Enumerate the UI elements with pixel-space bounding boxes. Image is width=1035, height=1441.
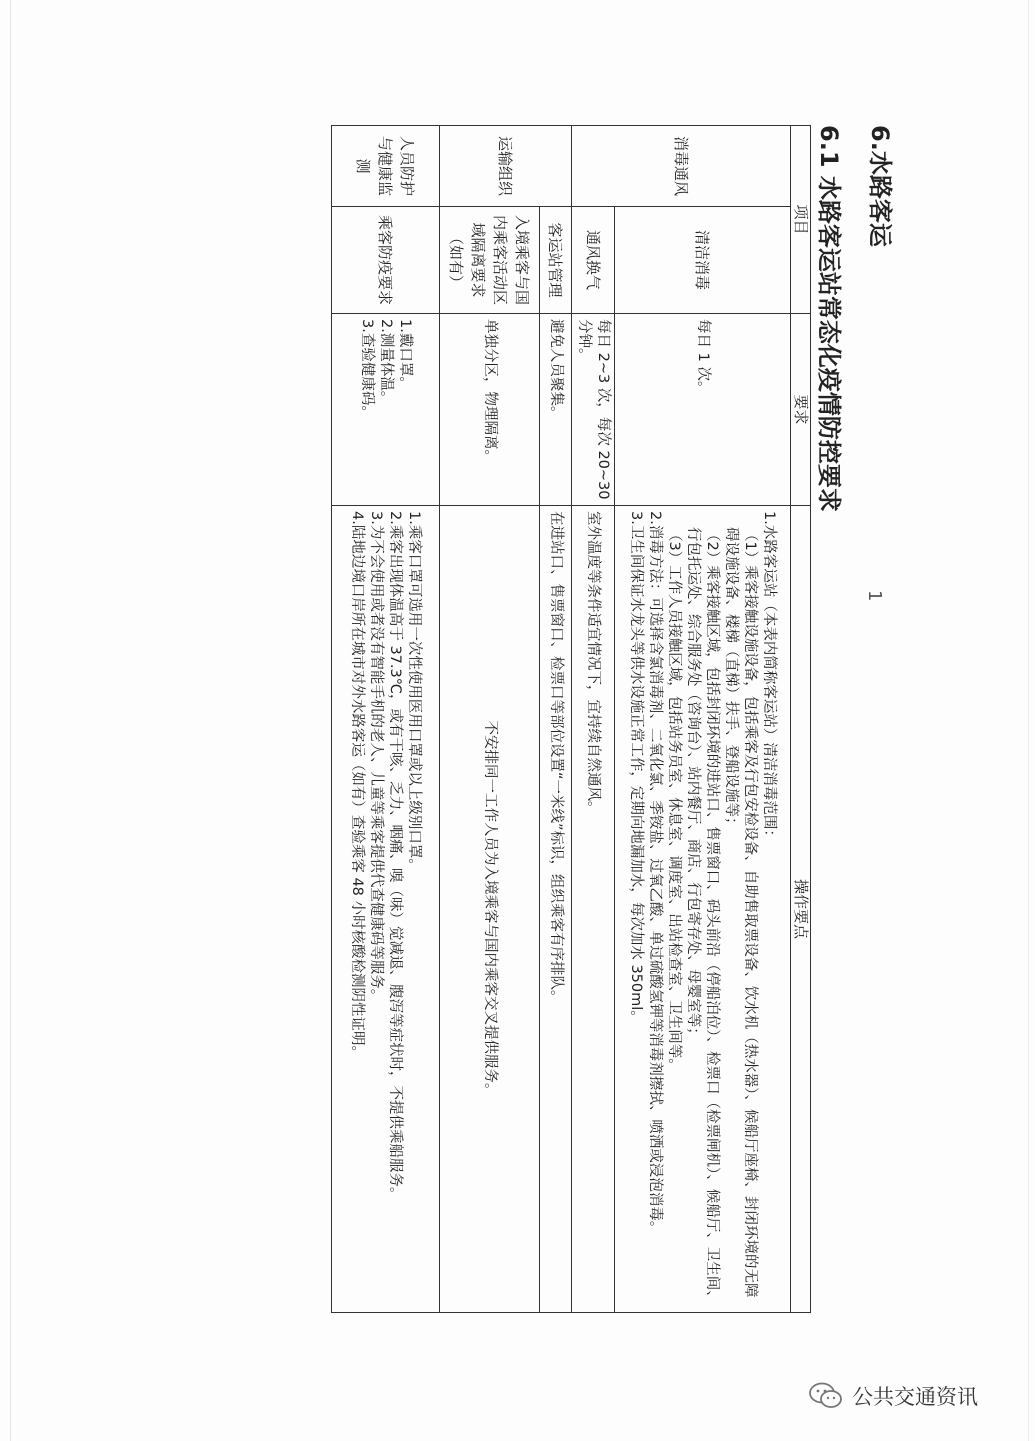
ops-protection bbox=[332, 506, 440, 1313]
sub-station: 客运站管理 bbox=[540, 207, 572, 314]
table-row bbox=[440, 126, 540, 1313]
ops-line: 2.消毒方法：可选择含氯消毒剂、二氧化氯、季铵盐、过氧乙酸、单过硫酸氢钾等消毒剂擦拭、喷洒或浸泡消毒。 bbox=[647, 511, 664, 1236]
ops-line: 1.乘客口罩可选用一次性使用医用口罩或以上级别口罩。 bbox=[406, 511, 423, 873]
wechat-icon bbox=[808, 1381, 844, 1411]
req-vent: 每日 2~3 次，每次 20~30 分钟。 bbox=[572, 314, 615, 506]
requirements-table bbox=[331, 125, 811, 1313]
ops-line: 3.为不会使用或者没有智能手机的老人、儿童等乘客提供代查健康码等服务。 bbox=[368, 511, 385, 1004]
category-transport: 运输组织 bbox=[440, 126, 572, 207]
ops-line: （1）乘客接触设施设备，包括乘客及行包安检设备、自助售取票设备、饮水机（热水器）、候船厅座椅、封闭环境的无障碍设施设备、楼梯（直梯）扶手、登船设施等； bbox=[723, 527, 759, 1298]
header-operation: 操作要点 bbox=[791, 506, 811, 1313]
sub-vent: 通风换气 bbox=[572, 207, 615, 314]
ops-line: 1.水路客运站（本表内简称客运站）清洁消毒范围： bbox=[761, 511, 778, 844]
req-station: 避免人员聚集。 bbox=[540, 314, 572, 506]
table-row bbox=[332, 126, 440, 1313]
watermark-text: 公共交通资讯 bbox=[852, 1385, 978, 1409]
sub-clean: 清洁消毒 bbox=[615, 207, 791, 314]
ops-line: 3.卫生间保证水龙头等供水设施正常工作，定期向地漏加水，每次加水 350ml。 bbox=[628, 511, 645, 1025]
sub-inbound: 入境乘客与国内乘客活动区域隔离要求（如有） bbox=[440, 207, 540, 314]
category-protection: 人员防护与健康监测 bbox=[332, 126, 440, 207]
req-line: 3.查验健康码。 bbox=[359, 319, 375, 420]
ops-line: 2.乘客出现体温高于 37.3℃，或有干咳、乏力、咽痛、嗅（味）觉减退、腹泻等症状时，不提供乘船服务。 bbox=[387, 511, 404, 1202]
sub-protection: 乘客防疫要求 bbox=[332, 207, 440, 314]
req-line: 2.测量体温。 bbox=[378, 319, 394, 406]
req-inbound: 单独分区，物理隔离。 bbox=[440, 314, 540, 506]
table-row bbox=[615, 126, 791, 1313]
ops-line: 4.陆地边境口岸所在城市对外水路客运（如有）查验乘客 48 小时核酸检测阴性证明。 bbox=[349, 511, 366, 1061]
header-project: 项目 bbox=[791, 126, 811, 314]
header-row bbox=[791, 126, 811, 1313]
req-line: 1.戴口罩。 bbox=[397, 319, 413, 391]
category-disinfection: 消毒通风 bbox=[572, 126, 791, 207]
watermark bbox=[808, 1378, 978, 1414]
header-requirement: 要求 bbox=[791, 314, 811, 506]
req-clean: 每日 1 次。 bbox=[615, 314, 791, 506]
ops-clean bbox=[615, 506, 791, 1313]
req-protection bbox=[332, 314, 440, 506]
ops-inbound: 不安排同一工作人员为入境乘客与国内乘客交叉提供服务。 bbox=[440, 506, 540, 1313]
ops-line: （2）乘客接触区域，包括封闭环境的进站口、售票窗口、码头前沿（停船泊位）、检票口（检票闸机）、候船厅、卫生间、行包托运处、综合服务处（咨询台）、站内餐厅、商店、行包寄存处、母婴室等； bbox=[685, 527, 721, 1305]
table-row bbox=[540, 126, 572, 1313]
ops-vent: 室外温度等条件适宜情况下，宜持续自然通风。 bbox=[572, 506, 615, 1313]
page-number: 1 bbox=[864, 590, 885, 602]
ops-station: 在进站口、售票窗口、检票口等部位设置“一米线”标识，组织乘客有序排队。 bbox=[540, 506, 572, 1313]
table-title: 6.1 水路客运站常态化疫情防控要求 bbox=[815, 125, 843, 512]
table-row bbox=[572, 126, 615, 1313]
section-title: 6.水路客运 bbox=[866, 125, 894, 247]
ops-line: （3）工作人员接触区域，包括站务员室、休息室、调度室、出站检查室、卫生间等。 bbox=[666, 527, 683, 1073]
